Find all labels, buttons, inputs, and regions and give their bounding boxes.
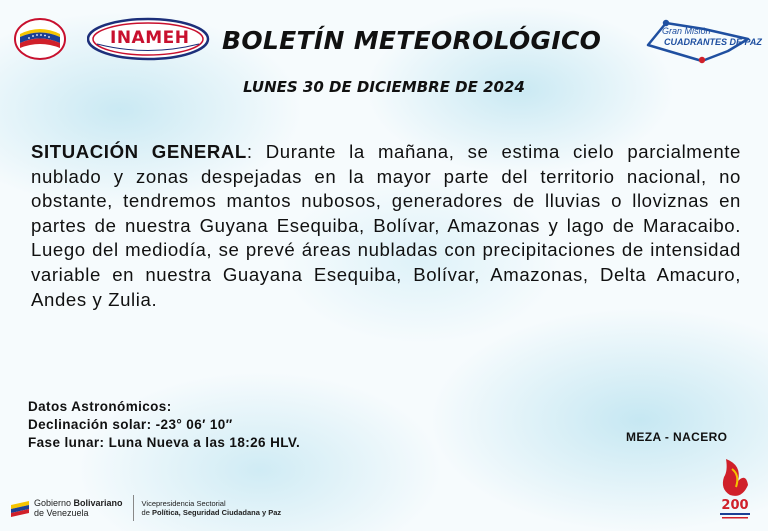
gov-line2: de Venezuela xyxy=(34,508,89,518)
bulletin-date: LUNES 30 DE DICIEMBRE DE 2024 xyxy=(243,78,525,96)
situation-label: SITUACIÓN GENERAL xyxy=(31,141,247,162)
government-name xyxy=(34,498,123,518)
venezuela-flag-icon xyxy=(10,499,30,517)
footer-government xyxy=(10,494,281,522)
inameh-logo-text: INAMEH xyxy=(110,28,190,48)
gran-mision-line2: CUADRANTES DE PAZ xyxy=(664,37,762,47)
astronomical-data xyxy=(28,398,300,452)
gran-mision-line1: Gran Misión xyxy=(662,26,711,36)
astronomical-heading: Datos Astronómicos: xyxy=(28,399,172,414)
general-situation xyxy=(31,140,741,312)
svg-text:200: 200 xyxy=(721,498,749,513)
situation-text: : Durante la mañana, se estima cielo parcialmente nublado y zonas despejadas en la mayor parte del territorio nacional, no obstante, tendremos mantos nubosos, generadores de lluvias o lloviznas en partes de nuestra Guyana Esequiba, Bolívar, Amazonas y lago de Maracaibo. Luego del mediodía, se prevé áreas nubladas con precipitaciones de intensidad variable en nuestra Guayana Esequiba, Bolívar, Amazonas, Delta Amacuro, Andes y Zulia. xyxy=(31,141,741,310)
vice-line1: Vicepresidencia Sectorial xyxy=(141,499,226,508)
footer-divider xyxy=(133,495,134,521)
vice-line2-b: Política, Seguridad Ciudadana y Paz xyxy=(151,508,282,517)
header xyxy=(0,0,768,80)
bicentennial-logo xyxy=(712,455,758,525)
venezuela-flag-logo xyxy=(14,18,66,60)
authors: MEZA - NACERO xyxy=(626,430,728,444)
vicepresidency-name xyxy=(142,499,282,517)
solar-declination: Declinación solar: -23° 06′ 10″ xyxy=(28,417,233,432)
gov-line1-a: Gobierno xyxy=(34,498,74,508)
vice-line2-a: de xyxy=(141,508,152,517)
gov-line1-b: Bolivariano xyxy=(73,498,123,508)
moon-phase: Fase lunar: Luna Nueva a las 18:26 HLV. xyxy=(28,435,301,450)
page-title: BOLETÍN METEOROLÓGICO xyxy=(222,26,602,55)
